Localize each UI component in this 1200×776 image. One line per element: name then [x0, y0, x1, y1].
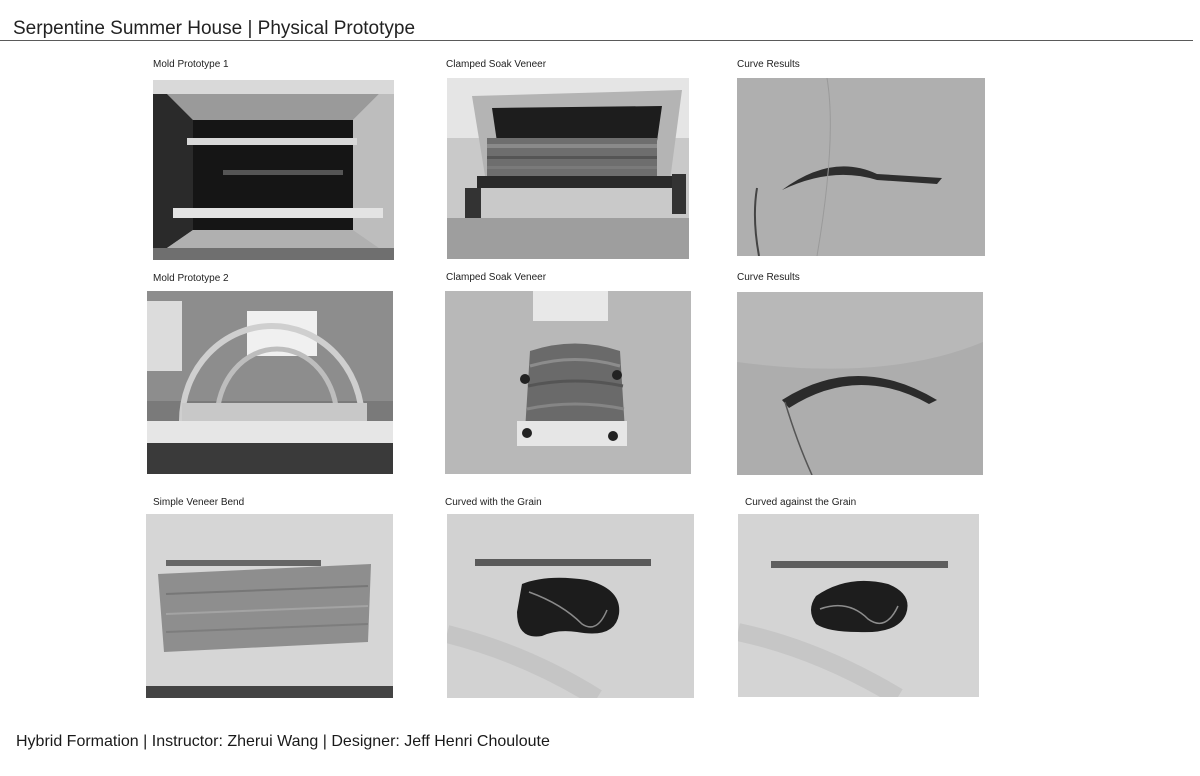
caption-curved-with-the-grain: Curved with the Grain	[445, 497, 542, 508]
caption-clamped-soak-veneer-1: Clamped Soak Veneer	[446, 59, 547, 70]
caption-curve-results-1: Curve Results	[737, 59, 800, 70]
photo-curved-with-the-grain	[447, 514, 694, 698]
photo-simple-veneer-bend	[146, 514, 393, 698]
caption-curved-against-the-grain: Curved against the Grain	[745, 497, 857, 508]
caption-mold-prototype-1: Mold Prototype 1	[153, 59, 229, 70]
photo-curve-results-2	[737, 292, 983, 475]
page-title: Serpentine Summer House | Physical Prototype	[13, 18, 416, 39]
photo-clamped-soak-veneer-2	[445, 291, 691, 474]
title-divider	[0, 40, 1193, 41]
caption-clamped-soak-veneer-2: Clamped Soak Veneer	[446, 272, 547, 283]
photo-clamped-soak-veneer-1	[447, 78, 689, 259]
photo-curve-results-1	[737, 78, 985, 256]
footer-credits: Hybrid Formation | Instructor: Zherui Wang | Designer: Jeff Henri Chouloute	[16, 733, 550, 750]
photo-mold-prototype-1	[153, 80, 394, 260]
photo-mold-prototype-2	[147, 291, 393, 474]
photo-curved-against-the-grain	[738, 514, 979, 697]
caption-simple-veneer-bend: Simple Veneer Bend	[153, 497, 245, 508]
caption-mold-prototype-2: Mold Prototype 2	[153, 273, 229, 284]
caption-curve-results-2: Curve Results	[737, 272, 800, 283]
